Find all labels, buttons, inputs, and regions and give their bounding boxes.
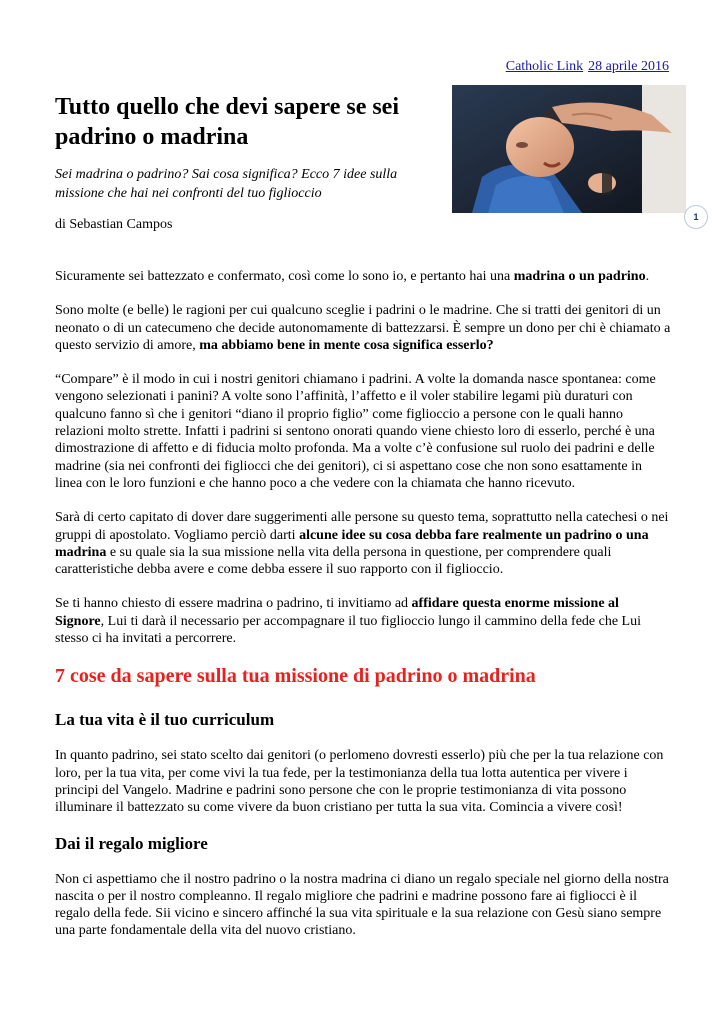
paragraph: Sicuramente sei battezzato e confermato, così come lo sono io, e pertanto hai una madrina o un padrino. <box>55 269 650 284</box>
article-subtitle: Sei madrina o padrino? Sai cosa significa? Ecco 7 idee sulla missione che hai nei confronti del tuo figlioccio <box>55 167 398 201</box>
article-photo <box>452 85 686 213</box>
paragraph: Non ci aspettiamo che il nostro padrino o la nostra madrina ci diano un regalo speciale nel giorno della nostra nascita o per il nostro compleanno. Il regalo migliore che padrini e madrine possono fare ai figliocci è il regalo della fede. Sii vicino e sincero affinché la sua vita spirituale e la sua relazione con Gesù siano sempre una parte fondamentale della vita del nuovo cristiano. <box>55 871 669 939</box>
baptism-photo-illustration <box>452 85 686 213</box>
article-author: di Sebastian Campos <box>55 217 173 232</box>
date-link[interactable]: 28 aprile 2016 <box>588 59 669 74</box>
paragraph: “Compare” è il modo in cui i nostri genitori chiamano i padrini. A volte la domanda nasce spontanea: come vengono selezionati i panini? A volte sono l’affinità, l’affetto e il voler stabilire legami più duraturi con qualcuno fanno sì che i genitori “diano il proprio figlio” come figlioccio a persone con le quali hanno relazioni molto strette. Infatti i padrini si sentono onorati quando viene chiesto loro di esserlo, perché è una dimostrazione di affetto e di fiducia molto profonda. Ma a volte c’è confusione sul ruolo dei padrini e delle madrine (sia nei confronti dei figliocci che dei genitori), ci si aspettano cose che non sono esattamente in linea con le loro funzioni e che hanno poco a che vedere con la chiamata che hanno ricevuto. <box>55 372 656 491</box>
paragraph: Sarà di certo capitato di dover dare suggerimenti alle persone su questo tema, soprattutto nella catechesi o nei gruppi di apostolato. Vogliamo perciò darti alcune idee su cosa debba fare realmente un padrino o una madrina e su quale sia la sua missione nella vita della persona in questione, per comprendere quali caratteristiche debba avere e come debba essere il suo rapporto con il figlioccio. <box>55 510 669 578</box>
paragraph: Se ti hanno chiesto di essere madrina o padrino, ti invitiamo ad affidare questa enorme missione al Signore, Lui ti darà il necessario per accompagnare il tuo figlioccio lungo il cammino della fede che Lui stesso ci ha invitati a percorrere. <box>55 596 641 647</box>
article-body <box>55 268 671 957</box>
subheading: La tua vita è il tuo curriculum <box>55 710 275 730</box>
paragraph: Sono molte (e belle) le ragioni per cui qualcuno sceglie i padrini o le madrine. Che si tratti dei genitori di un neonato o di un catecumeno che decide autonomamente di battezzarsi. È sempre un dono per chi è chiamato a questo servizio di amore, ma abbiamo bene in mente cosa significa esserlo? <box>55 303 671 353</box>
paragraph: In quanto padrino, sei stato scelto dai genitori (o perlomeno dovresti esserlo) più che per la tua relazione con loro, per la tua vita, per come vivi la tua fede, per la testimonianza della tua lotta autentica per vivere i principi del Vangelo. Madrine e padrini sono persone che con le proprie testimonianza di vita possono illuminare il battezzato su come vivere da buon cristiano per tutta la sua vita. Comincia a vivere così! <box>55 748 664 816</box>
section-title: 7 cose da sapere sulla tua missione di padrino o madrina <box>55 665 536 688</box>
source-link[interactable]: Catholic Link <box>505 59 584 74</box>
article-meta <box>506 59 669 75</box>
subheading: Dai il regalo migliore <box>55 833 208 853</box>
page-number-badge: 1 <box>684 205 708 229</box>
article-title: Tutto quello che devi sapere se sei padrino o madrina <box>55 94 400 150</box>
